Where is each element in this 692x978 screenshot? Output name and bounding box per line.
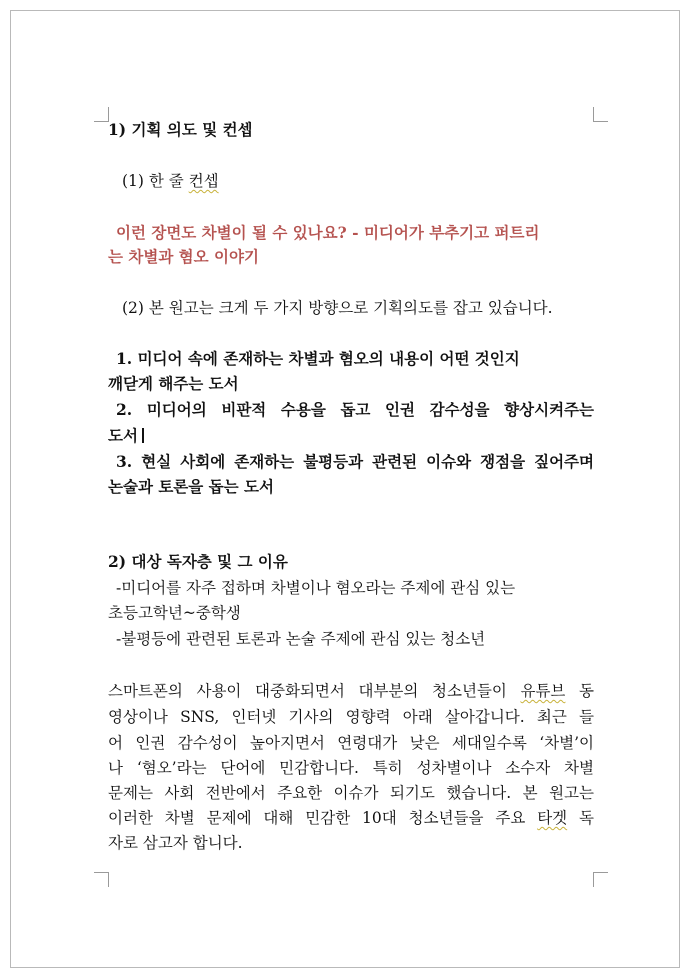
concept-label-text: (1) 한 줄: [122, 172, 189, 190]
audience-item-1-line-1[interactable]: -미디어를 자주 접하며 차별이나 혐오라는 주제에 관심 있는: [116, 579, 516, 597]
text-cursor: [142, 428, 144, 443]
point-2-line-2-wrap[interactable]: [108, 426, 594, 446]
paragraph-line-5[interactable]: 문제는 사회 전반에서 주요한 이슈가 되기도 했습니다. 본 원고는: [108, 784, 594, 802]
point-1-line-1[interactable]: 1. 미디어 속에 존재하는 차별과 혐오의 내용이 어떤 것인지: [116, 349, 520, 368]
point-3-line-2[interactable]: 논술과 토론을 돕는 도서: [108, 477, 274, 496]
paragraph-line-3[interactable]: 어 인권 감수성이 높아지면서 연령대가 낮은 세대일수록 ‘차별’이: [108, 734, 594, 752]
point-2-line-1[interactable]: 2. 미디어의 비판적 수용을 돕고 인권 감수성을 향상시켜주는: [116, 400, 594, 419]
paragraph-line-4[interactable]: 나 ‘혐오’라는 단어에 민감합니다. 특히 성차별이나 소수자 차별: [108, 759, 594, 777]
audience-item-2[interactable]: -불평등에 관련된 토론과 논술 주제에 관심 있는 청소년: [116, 630, 486, 648]
point-1-line-2[interactable]: 깨닫게 해주는 도서: [108, 374, 239, 393]
paragraph-line-6-text: 이러한 차별 문제에 대해 민감한 10대 청소년들을 주요: [108, 809, 538, 827]
paragraph-flagged-word-1: 유튜브: [520, 682, 566, 700]
section2-heading[interactable]: 2) 대상 독자층 및 그 이유: [108, 552, 288, 571]
paragraph-line-2[interactable]: 영상이나 SNS, 인터넷 기사의 영향력 아래 살아갑니다. 최근 들: [108, 708, 594, 726]
concept-label[interactable]: [108, 171, 608, 191]
paragraph-flagged-word-2: 타겟: [537, 809, 568, 827]
concept-line-2[interactable]: 는 차별과 혐오 이야기: [108, 247, 259, 266]
margin-mark-top-right: [593, 107, 608, 122]
concept-label-word: 컨셉: [188, 172, 219, 190]
paragraph-line-7[interactable]: 자로 삼고자 합니다.: [108, 834, 243, 852]
margin-mark-top-left: [94, 107, 109, 122]
audience-item-1-line-2[interactable]: 초등고학년~중학생: [108, 604, 241, 622]
paragraph-line-1[interactable]: [108, 681, 594, 701]
margin-mark-bottom-right: [593, 872, 608, 887]
concept-line-1[interactable]: 이런 장면도 차별이 될 수 있나요? - 미디어가 부추기고 퍼트리: [116, 223, 540, 242]
point-2-line-2: 도서: [108, 426, 138, 445]
paragraph-line-1-text: 스마트폰의 사용이 대중화되면서 대부분의 청소년들이: [108, 682, 521, 700]
section1-heading[interactable]: 1) 기획 의도 및 컨셉: [108, 120, 253, 139]
paragraph-line-6[interactable]: [108, 808, 594, 828]
paragraph-line-1-end: 동: [565, 682, 594, 700]
paragraph-line-6-end: 독: [567, 809, 594, 827]
intent-intro[interactable]: (2) 본 원고는 크게 두 가지 방향으로 기획의도를 잡고 있습니다.: [122, 299, 553, 317]
point-3-line-1[interactable]: 3. 현실 사회에 존재하는 불평등과 관련된 이슈와 쟁점을 짚어주며: [116, 452, 594, 471]
margin-mark-bottom-left: [94, 872, 109, 887]
